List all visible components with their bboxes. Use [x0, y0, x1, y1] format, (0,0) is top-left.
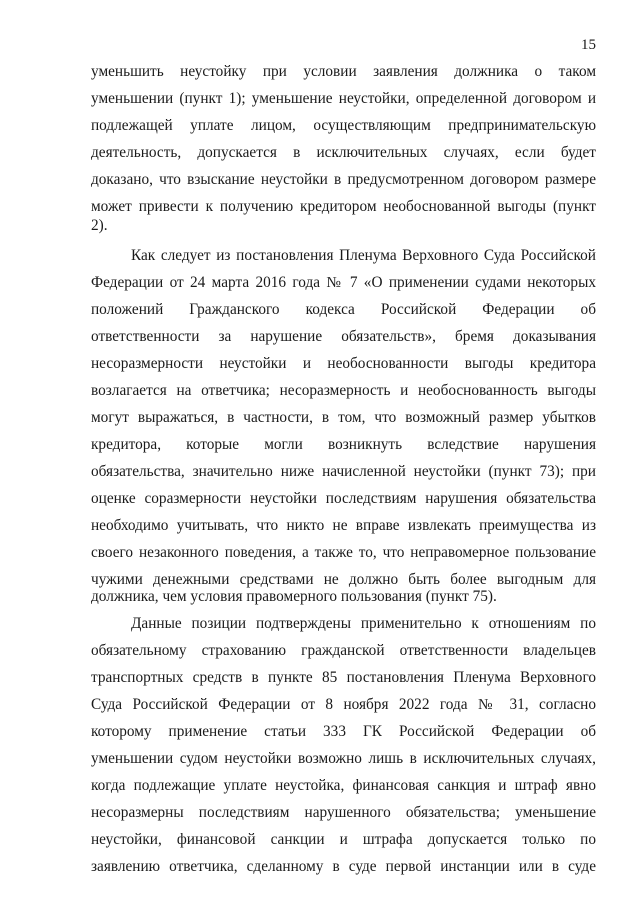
- text-line: обязательства, значительно ниже начисленной неустойки (пункт 73); при: [91, 463, 596, 480]
- text-line: обязательному страхованию гражданской ответственности владельцев: [91, 642, 596, 659]
- text-line: транспортных средств в пункте 85 постановления Пленума Верховного: [91, 669, 596, 686]
- text-line: уменьшении судом неустойки возможно лишь в исключительных случаях,: [91, 750, 596, 767]
- text-line: может привести к получению кредитором необоснованной выгоды (пункт: [91, 198, 596, 215]
- paragraph-first-line: Как следует из постановления Пленума Верховного Суда Российской: [131, 247, 596, 264]
- text-line: необходимо учитывать, что никто не вправе извлекать преимущества из: [91, 517, 596, 534]
- paragraph-first-line: Данные позиции подтверждены применительно к отношениям по: [131, 615, 596, 632]
- text-line: неустойки, финансовой санкции и штрафа допускается только по: [91, 831, 596, 848]
- text-line: доказано, что взыскание неустойки в предусмотренном договором размере: [91, 171, 596, 188]
- text-line: Суда Российской Федерации от 8 ноября 2022 года № 31, согласно: [91, 696, 596, 713]
- text-line: уменьшить неустойку при условии заявления должника о таком: [91, 63, 596, 80]
- text-line: которому применение статьи 333 ГК Российской Федерации об: [91, 723, 596, 740]
- text-line: несоразмерны последствиям нарушенного обязательства; уменьшение: [91, 804, 596, 821]
- text-line: оценке соразмерности неустойки последствиям нарушения обязательства: [91, 490, 596, 507]
- text-line: возлагается на ответчика; несоразмерность и необоснованность выгоды: [91, 382, 596, 399]
- text-line: заявлению ответчика, сделанному в суде первой инстанции или в суде: [91, 858, 596, 875]
- text-line: Федерации от 24 марта 2016 года № 7 «О применении судами некоторых: [91, 274, 596, 291]
- text-line: положений Гражданского кодекса Российской Федерации об: [91, 301, 596, 318]
- text-line: деятельность, допускается в исключительных случаях, если будет: [91, 144, 596, 161]
- text-line: кредитора, которые могли возникнуть вследствие нарушения: [91, 436, 596, 453]
- text-line: 2).: [91, 217, 108, 234]
- text-line: несоразмерности неустойки и необоснованности выгоды кредитора: [91, 355, 596, 372]
- text-line: чужими денежными средствами не должно быть более выгодным для: [91, 571, 596, 588]
- page-number: 15: [581, 37, 596, 53]
- text-line: когда подлежащие уплате неустойка, финансовая санкция и штраф явно: [91, 777, 596, 794]
- text-line: должника, чем условия правомерного пользования (пункт 75).: [91, 588, 497, 605]
- text-line: своего незаконного поведения, а также то, что неправомерное пользование: [91, 544, 596, 561]
- text-line: подлежащей уплате лицом, осуществляющим предпринимательскую: [91, 117, 596, 134]
- text-line: могут выражаться, в частности, в том, что возможный размер убытков: [91, 409, 596, 426]
- text-line: уменьшении (пункт 1); уменьшение неустойки, определенной договором и: [91, 90, 596, 107]
- text-line: ответственности за нарушение обязательств», бремя доказывания: [91, 328, 596, 345]
